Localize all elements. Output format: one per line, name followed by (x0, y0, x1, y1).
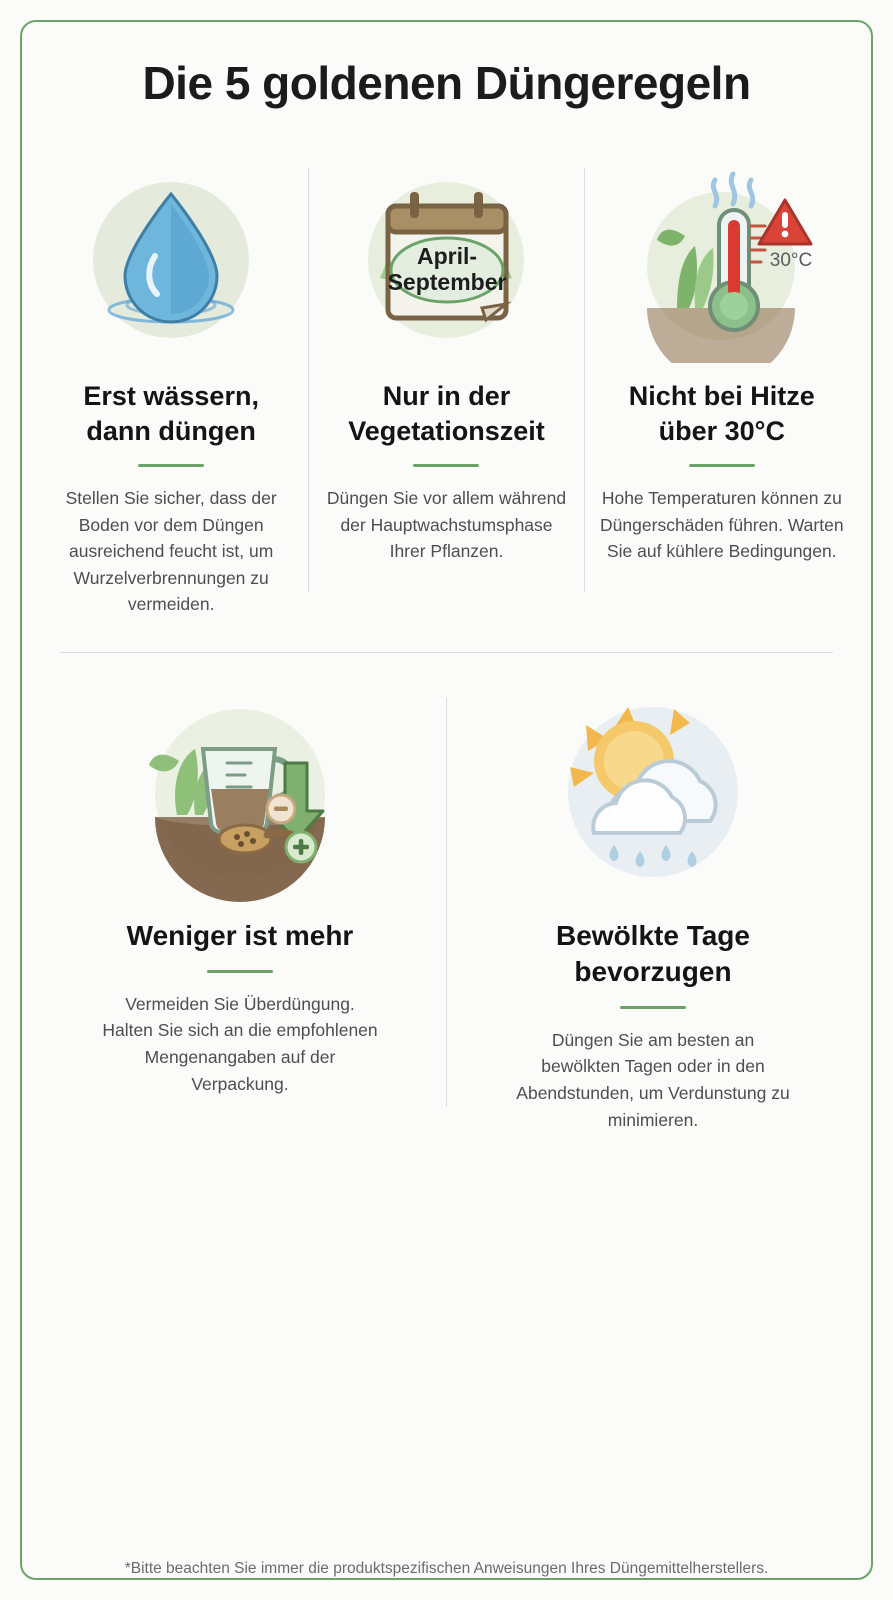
rule-card-4 (34, 687, 446, 1097)
rule-text: Vermeiden Sie Überdüngung. Halten Sie sich an die empfohlenen Mengenangaben auf der Verpackung. (102, 993, 378, 1094)
footnote: *Bitte beachten Sie immer die produktspezifischen Anweisungen Ihres Düngemittelherstellers. (124, 1560, 769, 1577)
rules-row-top (34, 158, 859, 618)
rule-text: Düngen Sie vor allem während der Hauptwachstumsphase Ihrer Pflanzen. (326, 488, 567, 562)
rule-card-1 (34, 158, 308, 618)
water-drop-icon (69, 158, 274, 363)
rule-text: Stellen Sie sicher, dass der Boden vor dem Düngen ausreichend feucht ist, um Wurzelverbrennungen zu vermeiden. (65, 488, 277, 615)
rule-card-2 (309, 158, 583, 565)
calendar-label-line2: September (387, 269, 507, 295)
accent-rule (413, 464, 479, 467)
temperature-label: 30°C (770, 250, 813, 271)
rule-text: Düngen Sie am besten an bewölkten Tagen oder in den Abendstunden, um Verdunstung zu minimieren. (516, 1029, 790, 1130)
calendar-label-line1: April- (416, 243, 478, 269)
rule-heading: Erst wässern, dann düngen (83, 381, 259, 446)
accent-rule (207, 970, 273, 973)
accent-rule (620, 1006, 686, 1009)
rules-row-bottom (34, 653, 859, 1133)
thermometer-warning-icon (619, 158, 824, 363)
rule-card-5 (447, 687, 859, 1133)
measuring-cup-icon (133, 687, 348, 902)
page-title: Die 5 goldenen Düngeregeln (142, 57, 751, 109)
rule-heading: Bewölkte Tage bevorzugen (556, 920, 750, 987)
rule-heading: Weniger ist mehr (126, 920, 354, 952)
calendar-icon (344, 158, 549, 363)
rule-card-3 (585, 158, 859, 565)
rule-text: Hohe Temperaturen können zu Düngerschäden führen. Warten Sie auf kühlere Bedingungen. (600, 488, 844, 562)
accent-rule (689, 464, 755, 467)
cloudy-weather-icon (546, 687, 761, 902)
rule-heading: Nur in der Vegetationszeit (348, 381, 545, 446)
rule-heading: Nicht bei Hitze über 30°C (628, 381, 815, 446)
accent-rule (138, 464, 204, 467)
